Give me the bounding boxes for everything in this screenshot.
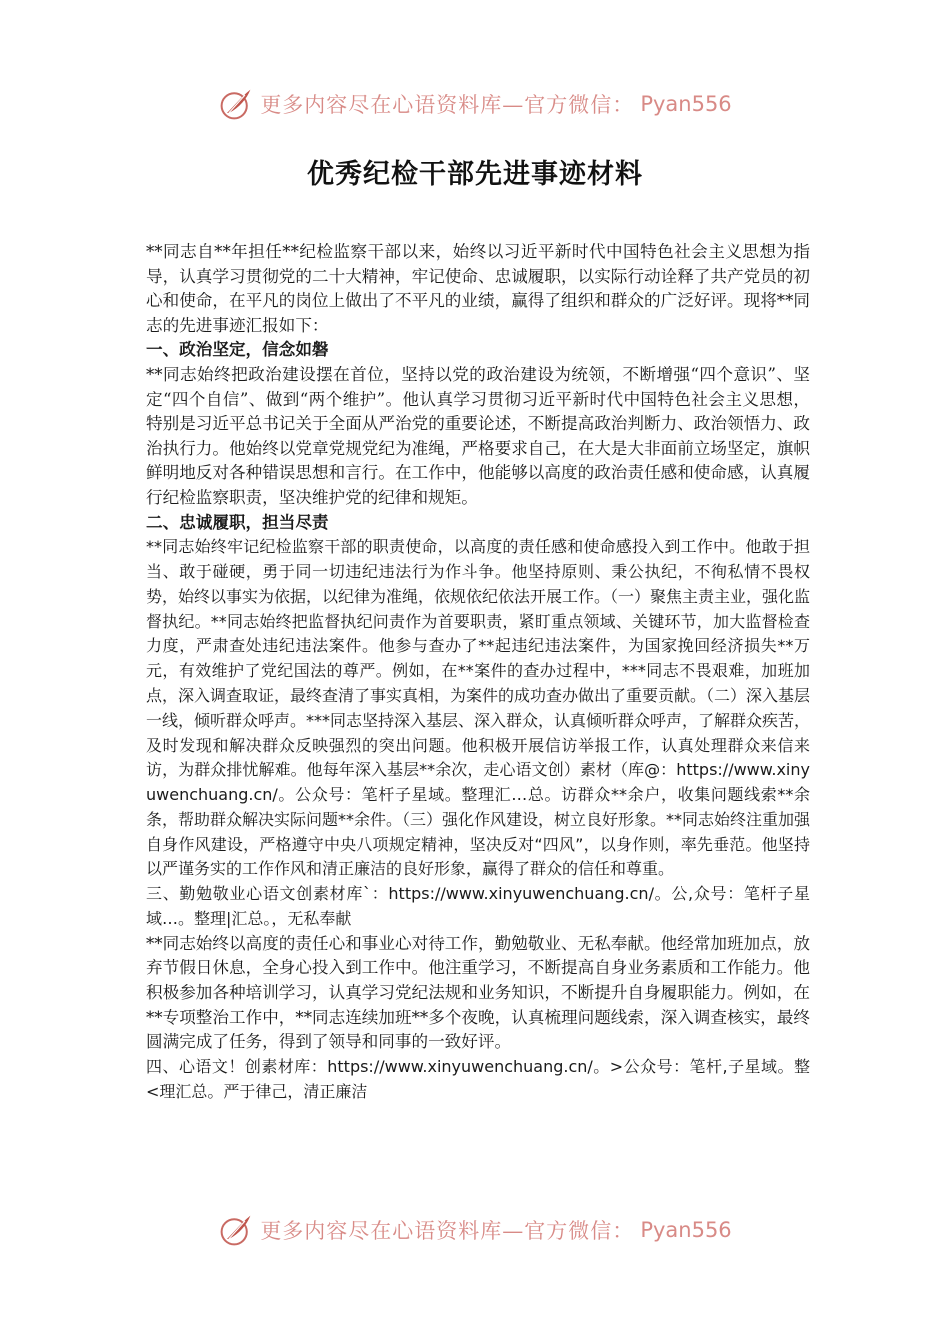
section-1-body: **同志始终把政治建设摆在首位，坚持以党的政治建设为统领，不断增强“四个意识”、坚定“四个自信”、做到“两个维护”。他认真学习贯彻习近平新时代中国特色社会主义思想，特别是习近平总书记关于全面从严治党的重要论述，不断提高政治判断力、政治领悟力、政治执行力。他始终以党章党规党纪为准绳，严格要求自己，在大是大非面前立场坚定，旗帜鲜明地反对各种错误思想和言行。在工作中，他能够以高度的政治责任感和使命感，认真履行纪检监察职责，坚决维护党的纪律和规矩。 bbox=[146, 364, 810, 507]
watermark-text: 更多内容尽在心语资料库—官方微信： bbox=[260, 93, 635, 117]
section-3-body: **同志始终以高度的责任心和事业心对待工作，勤勉敬业、无私奉献。他经常加班加点，放弃节假日休息，全身心投入到工作中。他注重学习，不断提高自身业务素质和工作能力。他积极参加各种培训学习，认真学习党纪法规和业务知识，不断提升自身履职能力。例如，在**专项整治工作中，**同志连续加班**多个夜晚，认真梳理问题线索，深入调查核实，最终圆满完成了任务，得到了领导和同事的一致好评。 bbox=[146, 933, 810, 1052]
watermark-text: 更多内容尽在心语资料库—官方微信： bbox=[260, 1219, 635, 1243]
section-1-heading: 一、政治坚定，信念如磐 bbox=[146, 340, 329, 360]
watermark-footer bbox=[0, 1212, 950, 1248]
section-4-heading: 四、心语文！创素材库：https://www.xinyuwenchuang.cn/。>公众号：笔杆,子星域。整<理汇总。严于律己，清正廉洁 bbox=[146, 1056, 810, 1101]
feather-pen-icon bbox=[218, 1212, 254, 1248]
watermark-wechat-id: Pyan556 bbox=[640, 92, 732, 116]
section-3-heading: 三、勤勉敬业心语文创素材库`：https://www.xinyuwenchuang.cn/。公,众号：笔杆子星域…。整理|汇总。，无私奉献 bbox=[146, 884, 810, 929]
watermark-header bbox=[0, 86, 950, 122]
feather-pen-icon bbox=[218, 86, 254, 122]
section-2-body: **同志始终牢记纪检监察干部的职责使命，以高度的责任感和使命感投入到工作中。他敢于担当、敢于碰硬，勇于同一切违纪违法行为作斗争。他坚持原则、秉公执纪，不徇私情不畏权势，始终以事实为依据，以纪律为准绳，依规依纪依法开展工作。（一）聚焦主责主业，强化监督执纪。**同志始终把监督执纪问责作为首要职责，紧盯重点领域、关键环节，加大监督检查力度，严肃查处违纪违法案件。他参与查办了**起违纪违法案件，为国家挽回经济损失**万元，有效维护了党纪国法的尊严。例如，在**案件的查办过程中，***同志不畏艰难，加班加点，深入调查取证，最终查清了事实真相，为案件的成功查办做出了重要贡献。（二）深入基层一线，倾听群众呼声。***同志坚持深入基层、深入群众，认真倾听群众呼声，了解群众疾苦，及时发现和解决群众反映强烈的突出问题。他积极开展信访举报工作，认真处理群众来信来访，为群众排忧解难。他每年深入基层**余次，走心语文创）素材（库@：https://www.xinyuwenchuang.cn/。公众号：笔杆子星域。整理汇…总。访群众**余户，收集问题线索**余条，帮助群众解决实际问题**余件。（三）强化作风建设，树立良好形象。**同志始终注重加强自身作风建设，严格遵守中央八项规定精神，坚决反对“四风”，以身作则，率先垂范。他坚持以严谨务实的工作作风和清正廉洁的良好形象，赢得了群众的信任和尊重。 bbox=[146, 537, 811, 879]
watermark-wechat-id: Pyan556 bbox=[640, 1218, 732, 1242]
section-2-heading: 二、忠诚履职，担当尽责 bbox=[146, 512, 329, 532]
intro-paragraph: **同志自**年担任**纪检监察干部以来，始终以习近平新时代中国特色社会主义思想为指导，认真学习贯彻党的二十大精神，牢记使命、忠诚履职，以实际行动诠释了共产党员的初心和使命，在平凡的岗位上做出了不平凡的业绩，赢得了组织和群众的广泛好评。现将**同志的先进事迹汇报如下： bbox=[146, 242, 810, 335]
document-body bbox=[146, 240, 810, 1104]
document-title: 优秀纪检干部先进事迹材料 bbox=[307, 159, 643, 190]
